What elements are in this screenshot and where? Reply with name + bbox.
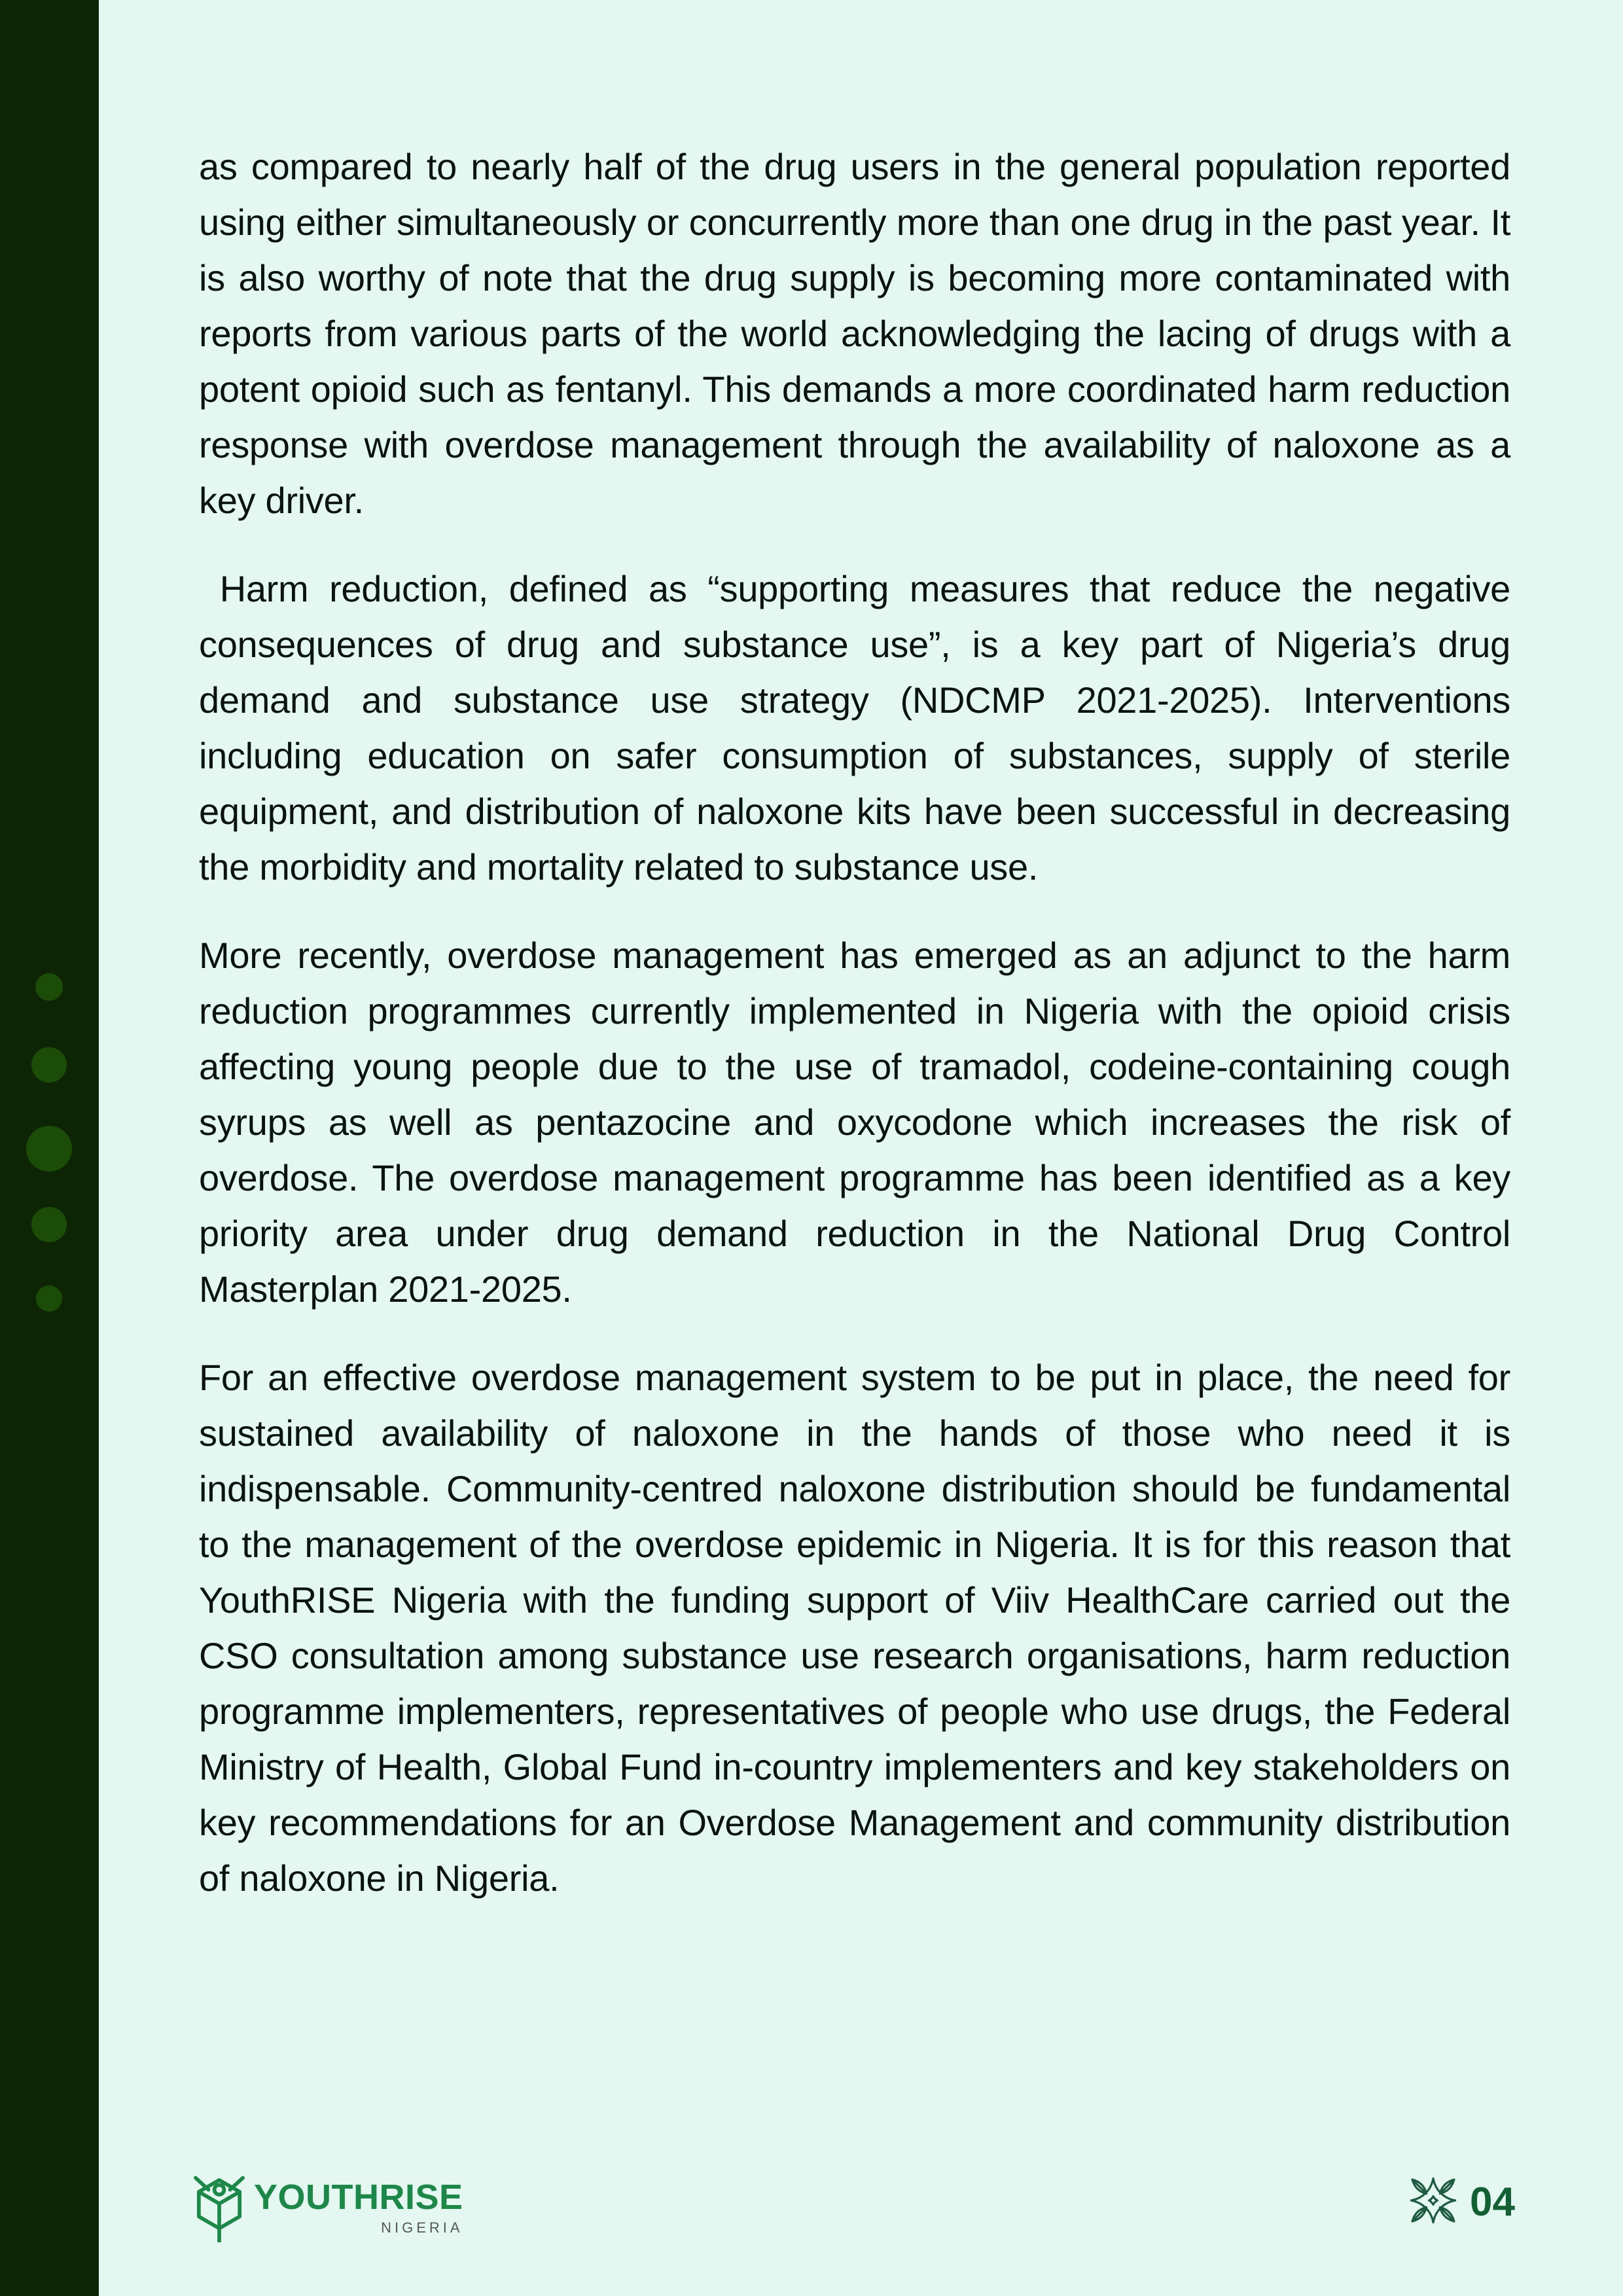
- sidebar-dot: [26, 1126, 72, 1172]
- paragraph-1: as compared to nearly half of the drug users in the general population reported using either simultaneously or concurrently more than one drug in the past year. It is also worthy of note that the drug supply is becoming more contaminated with reports from various parts of the world acknowledging the lacing of drugs with a potent opioid such as fentanyl. This demands a more coordinated harm reduction response with overdose management through the availability of naloxone as a key driver.: [199, 146, 1510, 521]
- logo-title: YOUTHRISE: [254, 2178, 463, 2217]
- sidebar-dot: [35, 973, 63, 1001]
- paragraph-3: More recently, overdose management has emerged as an adjunct to the harm reduction programmes currently implemented in Nigeria with the opioid crisis affecting young people due to the use of tramadol, codeine-containing cough syrups as well as pentazocine and oxycodone which increases the risk of overdose. The overdose management programme has been identified as a key priority area under drug demand reduction in the National Drug Control Masterplan 2021-2025.: [199, 935, 1510, 1310]
- paragraph-4: For an effective overdose management system to be put in place, the need for sustained availability of naloxone in the hands of those who need it is indispensable. Community-centred naloxone distribution should be fundamental to the management of the overdose epidemic in Nigeria. It is for this reason that YouthRISE Nigeria with the funding support of Viiv HealthCare carried out the CSO consultation among substance use research organisations, harm reduction programme implementers, representatives of people who use drugs, the Federal Ministry of Health, Global Fund in-country implementers and key stakeholders on key recommendations for an Overdose Management and community distribution of naloxone in Nigeria.: [199, 1357, 1510, 1899]
- logo-text: [254, 2179, 463, 2235]
- page-number: 04: [1470, 2179, 1515, 2225]
- body-text: [199, 139, 1510, 1906]
- sidebar-dot: [31, 1047, 67, 1083]
- page-number-block: [1407, 2174, 1515, 2230]
- logo-subtitle: NIGERIA: [381, 2219, 463, 2236]
- sidebar-dot: [31, 1207, 67, 1242]
- paragraph-2: Harm reduction, defined as “supporting measures that reduce the negative consequences of drug and substance use”, is a key part of Nigeria’s drug demand and substance use strategy (NDCMP 2021-2025). Interventions including education on safer consumption of substances, supply of sterile equipment, and distribution of naloxone kits have been successful in decreasing the morbidity and mortality related to substance use.: [199, 568, 1510, 888]
- ornament-icon: [1407, 2174, 1459, 2230]
- left-sidebar-band: [0, 0, 99, 2296]
- sidebar-dot: [36, 1285, 62, 1312]
- youthrise-logo: [192, 2170, 463, 2246]
- youthrise-logo-icon: [192, 2170, 246, 2246]
